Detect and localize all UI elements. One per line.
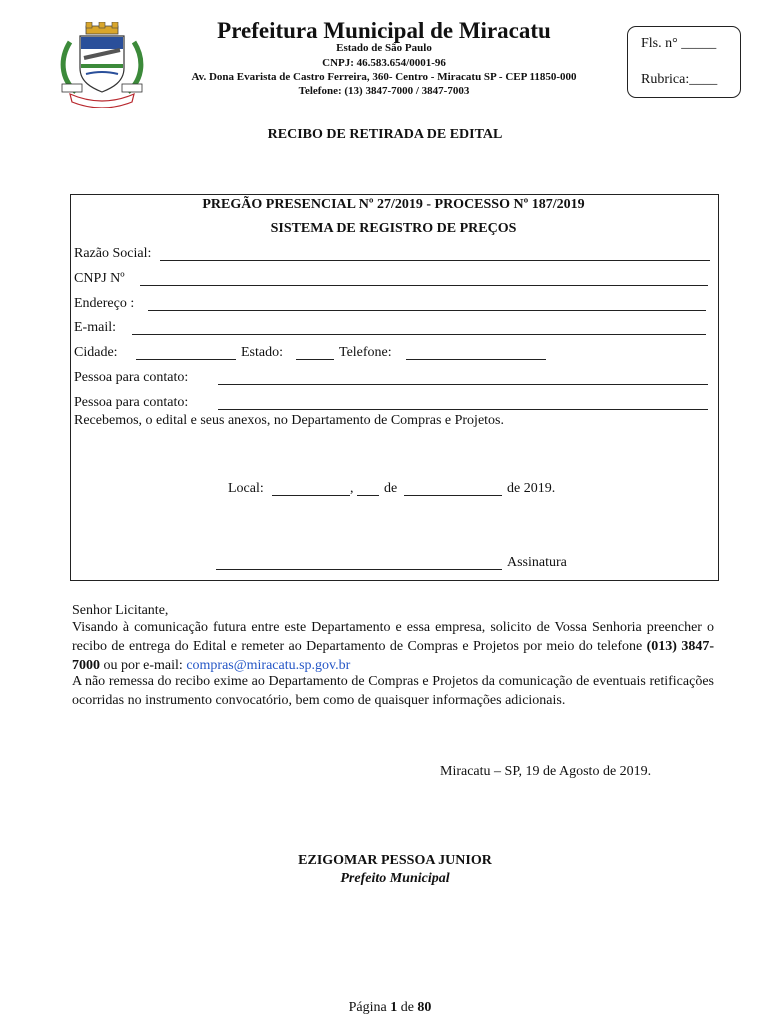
page-footer <box>0 998 770 1017</box>
contato-line-1[interactable] <box>218 384 708 385</box>
cnpj-label: CNPJ Nº <box>74 271 125 286</box>
razao-social-label: Razão Social: <box>74 246 152 261</box>
email-line[interactable] <box>132 334 706 335</box>
form-subheading: SISTEMA DE REGISTRO DE PREÇOS <box>270 221 517 236</box>
contato-line-2[interactable] <box>218 409 708 410</box>
mayor-title: Prefeito Municipal <box>340 871 450 886</box>
local-year: de 2019. <box>507 481 556 496</box>
estado-line[interactable] <box>296 359 334 360</box>
signature-line[interactable] <box>216 569 502 570</box>
paragraph-1-text: Visando à comunicação futura entre este Departamento e essa empresa, solicito de Vossa Senhoria preencher o recibo de entrega do Edital e remeter ao Departamento de Compras e Projetos por meio do telefone <box>72 620 714 654</box>
mayor-name: EZIGOMAR PESSOA JUNIOR <box>298 853 492 868</box>
razao-social-line[interactable] <box>160 260 710 261</box>
endereco-label: Endereço : <box>74 296 135 311</box>
document-title: RECIBO DE RETIRADA DE EDITAL <box>267 127 503 142</box>
date-line: Miracatu – SP, 19 de Agosto de 2019. <box>440 764 652 779</box>
municipal-crest-logo <box>56 22 148 108</box>
cnpj-line[interactable] <box>140 285 708 286</box>
estado-label: Estado: <box>241 345 283 360</box>
assinatura-label: Assinatura <box>507 555 567 570</box>
rubrica-field: Rubrica:____ <box>641 72 718 87</box>
telefone-label: Telefone: <box>339 345 392 360</box>
form-heading: PREGÃO PRESENCIAL Nº 27/2019 - PROCESSO Nº 187/2019 <box>202 197 585 212</box>
phone-number: (013) 3847-7000 <box>72 639 714 673</box>
local-label: Local: <box>228 481 264 496</box>
municipality-title: Prefeitura Municipal de Miracatu <box>217 18 551 43</box>
page-prefix: Página <box>348 1000 387 1015</box>
local-line[interactable] <box>272 495 350 496</box>
month-line[interactable] <box>404 495 502 496</box>
fls-number-field: Fls. n° _____ <box>641 36 717 51</box>
paragraph-1-mid: ou por e-mail: <box>100 658 187 673</box>
email-link[interactable]: compras@miracatu.sp.gov.br <box>186 658 351 673</box>
paragraph-2: A não remessa do recibo exime ao Departamento de Compras e Projetos da comunicação de eventuais retificações ocorridas no instrumento convocatório, bem como de quaisquer informações adicionais. <box>72 674 714 708</box>
endereco-line[interactable] <box>148 310 706 311</box>
cidade-label: Cidade: <box>74 345 118 360</box>
receipt-statement: Recebemos, o edital e seus anexos, no Departamento de Compras e Projetos. <box>74 413 504 428</box>
page-of: de <box>400 1000 414 1015</box>
state-name: Estado de São Paulo <box>336 42 432 54</box>
telefone-line[interactable] <box>406 359 546 360</box>
contato-label-2: Pessoa para contato: <box>74 395 189 410</box>
local-de: de <box>384 481 398 496</box>
cidade-line[interactable] <box>136 359 236 360</box>
page-number: 1 <box>390 1000 398 1015</box>
local-comma: , <box>350 481 354 496</box>
email-label: E-mail: <box>74 320 116 335</box>
phone-line: Telefone: (13) 3847-7000 / 3847-7003 <box>298 85 470 97</box>
receipt-form-box <box>70 194 719 581</box>
contato-label-1: Pessoa para contato: <box>74 370 189 385</box>
day-line[interactable] <box>357 495 379 496</box>
paragraph-1 <box>72 618 714 675</box>
cnpj-line: CNPJ: 46.583.654/0001-96 <box>322 57 446 69</box>
greeting: Senhor Licitante, <box>72 603 169 618</box>
address-line: Av. Dona Evarista de Castro Ferreira, 360- Centro - Miracatu SP - CEP 11850-000 <box>191 71 577 83</box>
page-total: 80 <box>417 1000 432 1015</box>
